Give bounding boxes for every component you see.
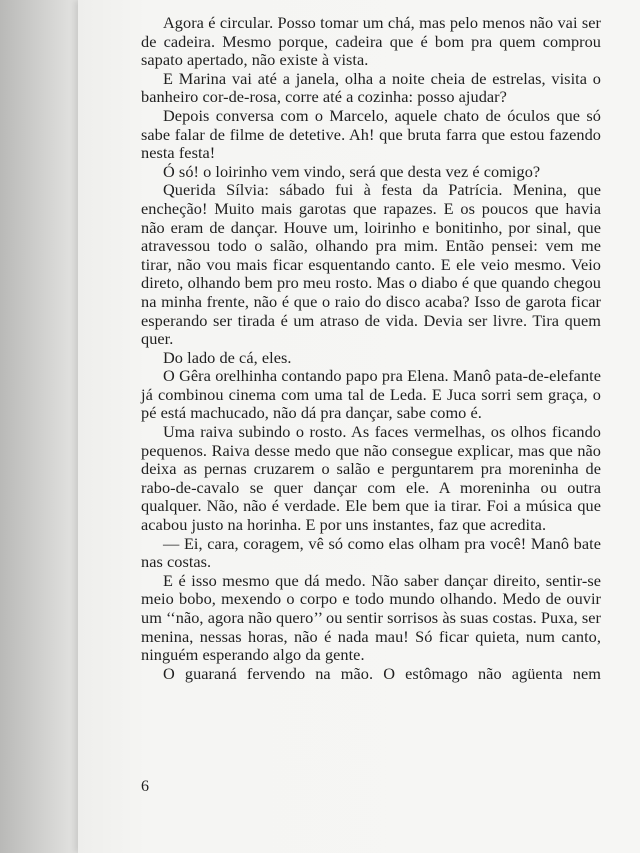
paragraph: E é isso mesmo que dá medo. Não saber dançar direito, sentir-se meio bobo, mexendo o corpo e todo mundo olhando. Medo de ouvir um ‘‘não, agora não quero’’ ou sentir sorrisos às suas costas. Puxa, ser menina, nessas horas, não é nada mau! Só ficar quieta, num canto, ninguém esperando algo da gente.	[141, 570, 601, 665]
paragraph: O guaraná fervendo na mão. O estômago não agüenta nem	[163, 663, 601, 683]
paragraph: E Marina vai até a janela, olha a noite cheia de estrelas, visita o banheiro cor-de-rosa, corre até a cozinha: posso ajudar?	[141, 68, 601, 107]
paragraph: — Ei, cara, coragem, vê só como elas olham pra você! Manô bate nas costas.	[141, 533, 601, 572]
paragraph: Uma raiva subindo o rosto. As faces vermelhas, os olhos ficando pequenos. Raiva desse medo que não consegue explicar, mas que não deixa as pernas cruzarem o salão e perguntarem pra moreninha de rabo-de-cavalo se quer dançar com ele. A moreninha ou outra qualquer. Não, não é verdade. Ele bem que ia tirar. Foi a música que acabou justo na horinha. E por uns instantes, faz que acredita.	[141, 422, 601, 535]
paragraph: Ó só! o loirinho vem vindo, será que desta vez é comigo?	[163, 161, 541, 181]
page-body-text	[141, 14, 601, 683]
paragraph: Agora é circular. Posso tomar um chá, mas pelo menos não vai ser de cadeira. Mesmo porque, cadeira que é bom pra quem comprou sapato apertado, não existe à vista.	[141, 13, 601, 70]
paragraph: Querida Sílvia: sábado fui à festa da Patrícia. Menina, que encheção! Muito mais garotas que rapazes. E os poucos que havia não eram de dançar. Houve um, loirinho e bonitinho, por sinal, que atravessou todo o salão, olhando pra mim. Então pensei: vem me tirar, não vou mais ficar esquentando canto. E ele veio mesmo. Veio direto, olhando bem pro meu rosto. Mas o diabo é que quando chegou na minha frente, não é que o raio do disco acaba? Isso de garota ficar esperando ser tirada é um atraso de vida. Devia ser livre. Tira quem quer.	[141, 180, 601, 349]
paragraph: Depois conversa com o Marcelo, aquele chato de óculos que só sabe falar de filme de detetive. Ah! que bruta farra que estou fazendo nesta festa!	[141, 105, 601, 163]
paragraph: O Gêra orelhinha contando papo pra Elena. Manô pata-de-elefante já combinou cinema com uma tal de Leda. E Juca sorri sem graça, o pé está machucado, não dá pra dançar, sabe como é.	[141, 366, 601, 423]
page-number: 6	[141, 778, 149, 795]
book-spine-shadow	[0, 0, 82, 853]
paragraph: Do lado de cá, eles.	[163, 347, 292, 367]
